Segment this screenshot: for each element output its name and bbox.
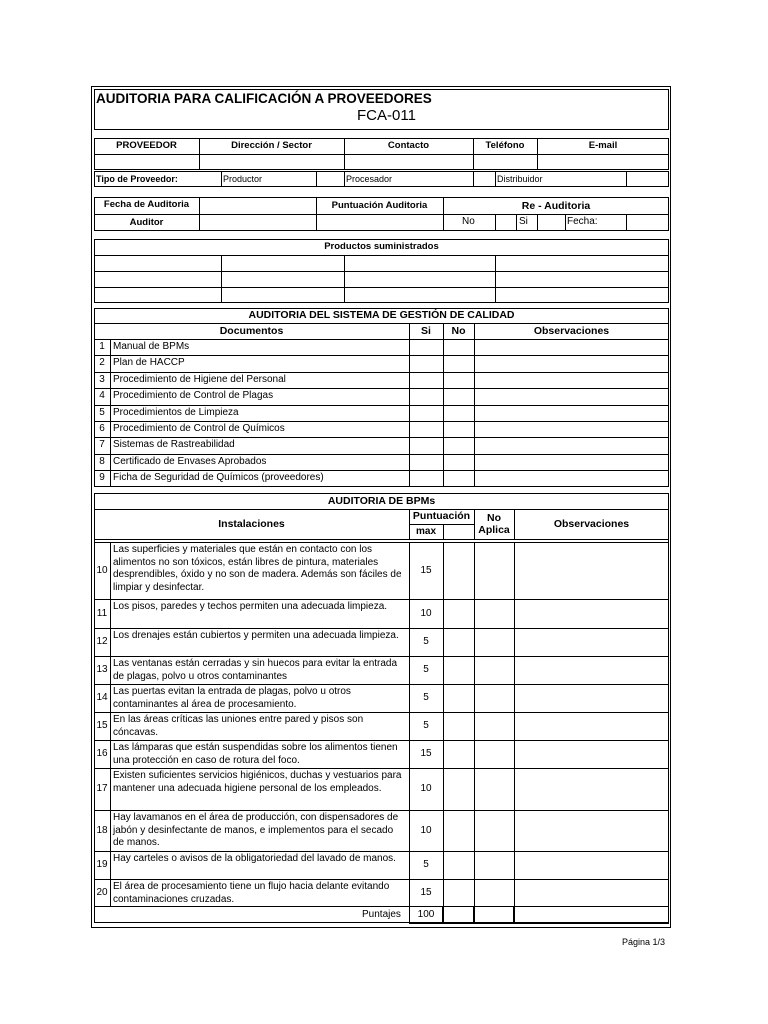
document-name: Procedimiento de Control de Químicos bbox=[113, 423, 285, 434]
document-name: Certificado de Envases Aprobados bbox=[113, 455, 267, 467]
provider-type-label: Tipo de Proveedor: bbox=[96, 174, 178, 184]
row-number: 9 bbox=[99, 472, 105, 484]
type-productor: Productor bbox=[223, 174, 263, 184]
installation-requirement: Existen suficientes servicios higiénicos, duchas y vestuarios para mantener una adecuada higiene personal de los empleados. bbox=[113, 770, 402, 794]
si-header: Si bbox=[421, 325, 431, 337]
max-score: 5 bbox=[423, 859, 429, 870]
max-score: 10 bbox=[420, 783, 432, 794]
header-proveedor: PROVEEDOR bbox=[116, 140, 177, 151]
installation-requirement: Las lámparas que están suspendidas sobre los alimentos tienen una protección en caso de rotura del foco. bbox=[113, 742, 398, 766]
audit-score-label: Puntuación Auditoria bbox=[331, 200, 428, 211]
reaudit-no-label: No bbox=[462, 216, 475, 227]
quality-row bbox=[94, 421, 669, 437]
row-number: 3 bbox=[99, 373, 105, 385]
quality-row bbox=[94, 454, 669, 470]
reaudit-label: Re - Auditoria bbox=[521, 200, 591, 212]
installation-requirement: Hay carteles o avisos de la obligatoriedad del lavado de manos. bbox=[113, 853, 396, 864]
documents-header: Documentos bbox=[219, 325, 284, 337]
bpm-row bbox=[94, 684, 669, 712]
total-label: Puntajes bbox=[362, 909, 401, 920]
reaudit-fecha-label: Fecha: bbox=[567, 216, 598, 227]
row-number: 19 bbox=[96, 859, 108, 870]
installations-header: Instalaciones bbox=[218, 518, 285, 530]
bpm-row bbox=[94, 656, 669, 684]
installation-requirement: Los drenajes están cubiertos y permiten una adecuada limpieza. bbox=[113, 630, 399, 641]
no-header: No bbox=[451, 325, 466, 337]
row-number: 6 bbox=[99, 423, 105, 434]
quality-row bbox=[94, 470, 669, 486]
max-score: 5 bbox=[423, 692, 429, 703]
max-score: 15 bbox=[420, 564, 432, 576]
row-number: 1 bbox=[99, 341, 105, 352]
document-name: Ficha de Seguridad de Químicos (proveedores) bbox=[113, 472, 324, 484]
document-name: Plan de HACCP bbox=[113, 357, 185, 369]
row-number: 10 bbox=[96, 564, 108, 576]
row-number: 8 bbox=[99, 455, 105, 467]
quality-row bbox=[94, 405, 669, 421]
row-number: 4 bbox=[99, 390, 105, 402]
page-number: Página 1/3 bbox=[622, 937, 666, 947]
header-email: E-mail bbox=[588, 140, 618, 151]
form-title: AUDITORIA PARA CALIFICACIÓN A PROVEEDORES bbox=[96, 91, 432, 106]
document-name: Manual de BPMs bbox=[113, 341, 190, 352]
row-number: 11 bbox=[96, 607, 108, 619]
products-title: Productos suministrados bbox=[324, 241, 439, 252]
row-number: 14 bbox=[96, 692, 108, 703]
score-header: Puntuación bbox=[412, 510, 471, 522]
row-number: 15 bbox=[96, 720, 108, 731]
max-score: 5 bbox=[423, 720, 429, 731]
quality-row bbox=[94, 355, 669, 371]
not-applicable-header-1: No bbox=[487, 512, 501, 524]
installation-requirement: Los pisos, paredes y techos permiten una adecuada limpieza. bbox=[113, 601, 388, 612]
bpm-row bbox=[94, 542, 669, 599]
max-score: 5 bbox=[423, 636, 429, 647]
bpm-observations-header: Observaciones bbox=[553, 518, 630, 530]
auditor-label: Auditor bbox=[129, 217, 164, 228]
form-code: FCA-011 bbox=[357, 107, 416, 124]
document-name: Procedimientos de Limpieza bbox=[113, 406, 239, 418]
type-distribuidor: Distribuidor bbox=[497, 174, 543, 184]
row-number: 7 bbox=[99, 439, 105, 451]
type-procesador: Procesador bbox=[346, 174, 393, 184]
quality-row bbox=[94, 437, 669, 453]
total-cell-blank-1 bbox=[443, 906, 474, 924]
bpm-title: AUDITORIA DE BPMs bbox=[327, 495, 436, 507]
max-score: 10 bbox=[420, 824, 432, 836]
document-name: Procedimiento de Control de Plagas bbox=[113, 390, 274, 402]
quality-row bbox=[94, 388, 669, 404]
row-number: 16 bbox=[96, 748, 108, 759]
observations-header: Observaciones bbox=[533, 325, 610, 337]
row-number: 5 bbox=[99, 406, 105, 418]
audit-date-label: Fecha de Auditoria bbox=[103, 199, 190, 210]
installation-requirement: Las puertas evitan la entrada de plagas, polvo u otros contaminantes al área de procesamiento. bbox=[113, 686, 351, 710]
installation-requirement: El área de procesamiento tiene un flujo hacia delante evitando contaminaciones cruzadas. bbox=[113, 881, 390, 905]
quality-title: AUDITORIA DEL SISTEMA DE GESTIÓN DE CALIDAD bbox=[248, 309, 515, 321]
row-number: 2 bbox=[99, 357, 105, 369]
quality-row bbox=[94, 372, 669, 388]
total-cell-blank-3 bbox=[514, 906, 669, 924]
document-name: Sistemas de Rastreabilidad bbox=[113, 439, 235, 451]
max-score: 10 bbox=[420, 607, 432, 619]
max-score: 5 bbox=[423, 664, 429, 675]
reaudit-si-label: Si bbox=[519, 216, 528, 227]
bpm-row bbox=[94, 879, 669, 906]
header-telefono: Teléfono bbox=[485, 140, 525, 151]
row-number: 12 bbox=[96, 636, 108, 647]
row-number: 13 bbox=[96, 664, 108, 675]
quality-row bbox=[94, 339, 669, 355]
max-header: max bbox=[415, 526, 436, 537]
total-value: 100 bbox=[417, 909, 435, 920]
installation-requirement: Hay lavamanos en el área de producción, con dispensadores de jabón y desinfectante de manos, e implementos para el secado de manos. bbox=[113, 812, 399, 848]
row-number: 20 bbox=[96, 886, 108, 898]
document-name: Procedimiento de Higiene del Personal bbox=[113, 373, 286, 385]
max-score: 15 bbox=[420, 748, 432, 759]
bpm-row bbox=[94, 740, 669, 768]
not-applicable-header-2: Aplica bbox=[478, 524, 510, 536]
row-number: 17 bbox=[96, 783, 108, 794]
header-contacto: Contacto bbox=[387, 140, 430, 151]
bpm-row bbox=[94, 810, 669, 851]
installation-requirement: Las ventanas están cerradas y sin huecos para evitar la entrada de plagas, polvo u otros contaminantes bbox=[113, 658, 398, 682]
max-score: 15 bbox=[420, 886, 432, 898]
total-cell-blank-2 bbox=[474, 906, 514, 924]
installation-requirement: En las áreas críticas las uniones entre pared y pisos son cóncavas. bbox=[113, 714, 364, 738]
installation-requirement: Las superficies y materiales que están en contacto con los alimentos no son tóxicos, están libres de pintura, materiales desprendibles, óxido y no son de madera. Además son fáciles de limpiar y desinfectar. bbox=[113, 544, 402, 593]
row-number: 18 bbox=[96, 824, 108, 836]
bpm-row bbox=[94, 712, 669, 740]
header-direccion: Dirección / Sector bbox=[231, 140, 312, 151]
bpm-row bbox=[94, 851, 669, 879]
bpm-row bbox=[94, 628, 669, 656]
bpm-row bbox=[94, 599, 669, 628]
bpm-row bbox=[94, 768, 669, 810]
